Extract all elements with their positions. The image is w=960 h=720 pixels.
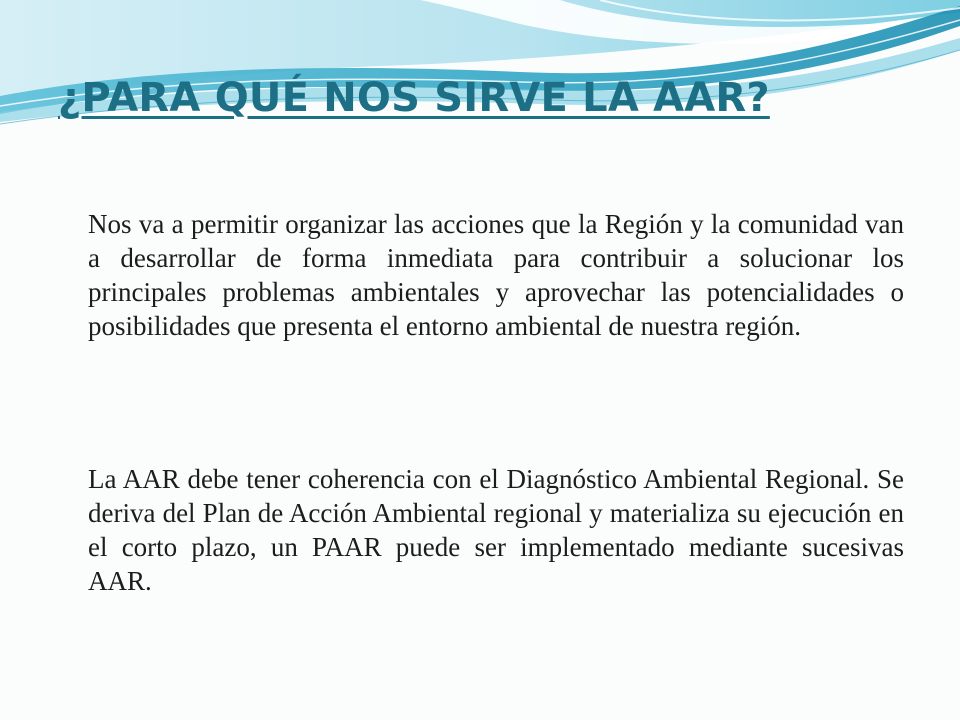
slide-title: ¿PARA QUÉ NOS SIRVE LA AAR? (58, 75, 770, 121)
paragraph-purpose: Nos va a permitir organizar las acciones que la Región y la comunidad van a desarrollar de forma inmediata para contribuir a solucionar los principales problemas ambientales y aprovechar las potencialidades o posibilidades que presenta el entorno ambiental de nuestra región. (88, 209, 904, 341)
paragraph-coherence: La AAR debe tener coherencia con el Diagnóstico Ambiental Regional. Se deriva del Plan de Acción Ambiental regional y materializa su ejecución en el corto plazo, un PAAR puede ser implementado mediante sucesivas AAR. (88, 464, 904, 596)
